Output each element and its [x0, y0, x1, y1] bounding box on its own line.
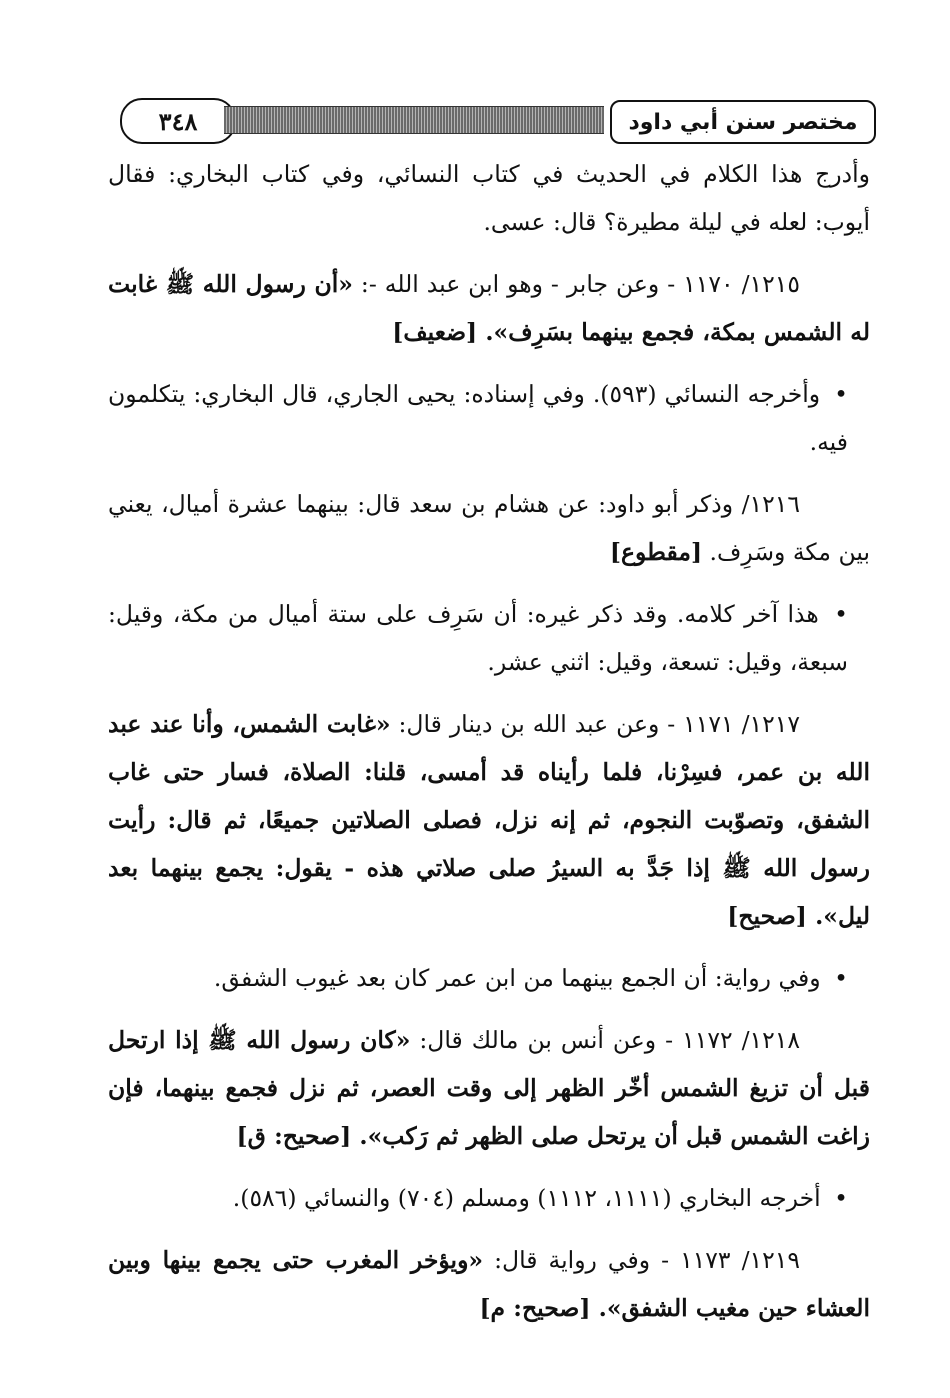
paragraph-text: وأدرج هذا الكلام في الحديث في كتاب النسائي، وفي كتاب البخاري: فقال أيوب: لعله في ليلة مطيرة؟ قال: عسى.: [108, 160, 870, 236]
hadith-number-intro: ١٢١٩/ ١١٧٣ - وفي رواية قال:: [483, 1246, 800, 1274]
commentary-note: [108, 590, 870, 686]
hadith-paragraph: [108, 700, 870, 940]
commentary-note: [108, 954, 870, 1002]
commentary-note: [108, 1174, 870, 1222]
hadith-paragraph: [108, 480, 870, 576]
hadith-number-intro: ١٢١٥/ ١١٧٠ - وعن جابر - وهو ابن عبد الله -:: [352, 270, 801, 298]
header-decorative-bar: [224, 106, 604, 134]
note-text: أخرجه البخاري (١١١١، ١١١٢) ومسلم (٧٠٤) والنسائي (٥٨٦).: [232, 1184, 821, 1212]
page-number: ٣٤٨: [120, 98, 236, 144]
note-text: هذا آخر كلامه. وقد ذكر غيره: أن سَرِف على ستة أميال من مكة، وقيل: سبعة، وقيل: تسعة، وقيل: اثني عشر.: [108, 600, 848, 676]
hadith-text: «غابت الشمس، وأنا عند عبد الله بن عمر، فسِرْنا، فلما رأيناه قد أمسى، قلنا: الصلاة، فسار حتى غاب الشفق، وتصوّبت النجوم، ثم إنه نزل، فصلى الصلاتين جميعًا، ثم قال: رأيت رسول الله ﷺ إذا جَدَّ به السيرُ صلى صلاتي هذه - يقول: يجمع بينهما بعد ليل». [صحيح]: [108, 710, 870, 930]
hadith-paragraph: [108, 1236, 870, 1332]
note-text: وأخرجه النسائي (٥٩٣). وفي إسناده: يحيى الجاري، قال البخاري: يتكلمون فيه.: [108, 380, 848, 456]
page-header: [104, 96, 876, 146]
hadith-number-intro: ١٢١٧/ ١١٧١ - وعن عبد الله بن دينار قال:: [390, 710, 800, 738]
hadith-number-intro: ١٢١٦/ وذكر أبو داود: عن هشام بن سعد قال: بينهما عشرة أميال، يعني بين مكة وسَرِف.: [108, 490, 870, 566]
hadith-paragraph: [108, 1016, 870, 1160]
hadith-text: «ويؤخر المغرب حتى يجمع بينها وبين العشاء حين مغيب الشفق». [صحيح: م]: [108, 1246, 870, 1322]
text-paragraph: [108, 150, 870, 246]
hadith-text: «كان رسول الله ﷺ إذا ارتحل قبل أن تزيغ الشمس أخّر الظهر إلى وقت العصر، ثم نزل فجمع بينهما، فإن زاغت الشمس قبل أن يرتحل صلى الظهر ثم رَكب». [صحيح: ق]: [108, 1026, 870, 1150]
hadith-text: «أن رسول الله ﷺ غابت له الشمس بمكة، فجمع بينهما بسَرِف». [ضعيف]: [108, 270, 870, 346]
hadith-paragraph: [108, 260, 870, 356]
commentary-note: [108, 370, 870, 466]
grading-label: [مقطوع]: [609, 538, 703, 566]
note-text: وفي رواية: أن الجمع بينهما من ابن عمر كان بعد غيوب الشفق.: [213, 964, 821, 992]
book-title: مختصر سنن أبي داود: [610, 100, 876, 144]
hadith-number-intro: ١٢١٨/ ١١٧٢ - وعن أنس بن مالك قال:: [410, 1026, 800, 1054]
page-body: [108, 150, 870, 1346]
